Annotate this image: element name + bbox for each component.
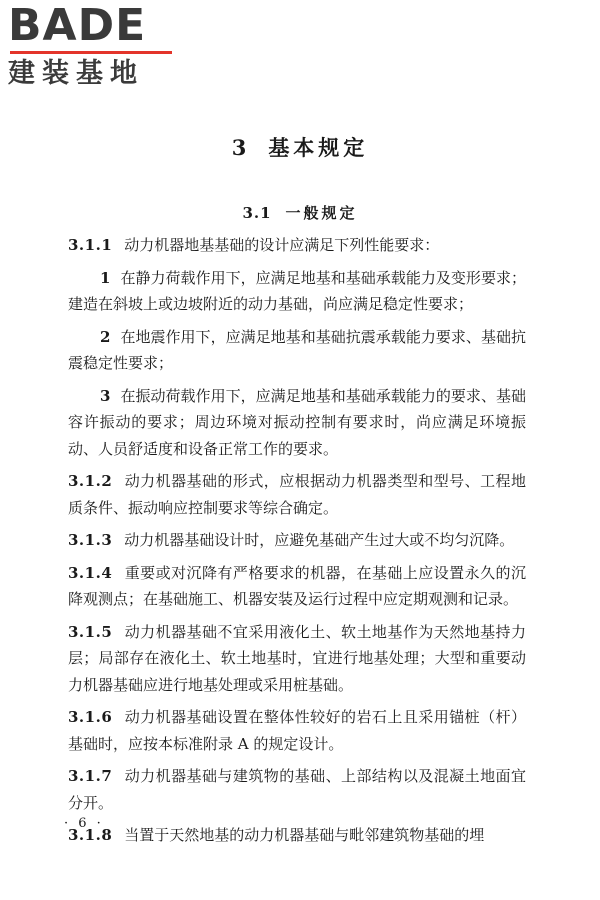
section-title	[0, 202, 600, 223]
item-number: 3	[100, 386, 111, 405]
clause-number: 3.1.3	[68, 531, 113, 549]
clause-text: 动力机器地基基础的设计应满足下列性能要求：	[124, 236, 440, 254]
chapter-title	[0, 132, 600, 162]
clause-text: 动力机器基础不宜采用液化土、软土地基作为天然地基持力层；局部存在液化土、软土地基时，宜进行地基处理；大型和重要动力机器基础应进行地基处理或采用桩基础。	[68, 622, 526, 694]
clause-text: 动力机器基础设置在整体性较好的岩石上且采用锚桩（杆）基础时，应按本标准附录 A 的规定设计。	[68, 708, 526, 753]
clause-item	[68, 265, 526, 318]
chapter-number: 3	[231, 135, 251, 160]
clause-number: 3.1.5	[68, 622, 113, 641]
clause-number: 3.1.1	[68, 236, 113, 254]
clause	[68, 763, 526, 816]
page-number: · 6 ·	[64, 816, 104, 831]
clause-text: 当置于天然地基的动力机器基础与毗邻建筑物基础的埋	[124, 826, 485, 844]
clause-number: 3.1.4	[68, 563, 113, 582]
document-body	[68, 232, 526, 855]
clause-item	[68, 383, 526, 463]
clause	[68, 619, 526, 699]
logo-wordmark: BADE	[8, 0, 147, 51]
clause-number: 3.1.6	[68, 708, 113, 726]
clause-text: 重要或对沉降有严格要求的机器，在基础上应设置永久的沉降观测点；在基础施工、机器安装及运行过程中应定期观测和记录。	[68, 563, 526, 608]
clause-text: 动力机器基础的形式，应根据动力机器类型和型号、工程地质条件、振动响应控制要求等综合确定。	[68, 472, 526, 517]
clause-number: 3.1.8	[68, 826, 113, 844]
clause	[68, 704, 526, 757]
item-text: 在静力荷载作用下，应满足地基和基础承载能力及变形要求；建造在斜坡上或边坡附近的动力基础，尚应满足稳定性要求；	[68, 268, 526, 313]
clause	[68, 468, 526, 521]
section-number: 3.1	[242, 204, 272, 222]
chapter-title-text: 基本规定	[268, 135, 369, 160]
item-text: 在地震作用下，应满足地基和基础抗震承载能力要求、基础抗震稳定性要求；	[68, 327, 526, 372]
bade-logo	[8, 0, 178, 94]
clause	[68, 822, 526, 849]
item-number: 1	[100, 268, 111, 287]
logo-accent-bar	[10, 51, 172, 54]
clause	[68, 232, 526, 259]
clause	[68, 560, 526, 613]
section-title-text: 一般规定	[285, 204, 358, 222]
clause-text: 动力机器基础与建筑物的基础、上部结构以及混凝土地面宜分开。	[68, 767, 526, 812]
clause-item	[68, 324, 526, 377]
logo-subtitle: 建装基地	[8, 58, 144, 89]
clause	[68, 527, 526, 554]
clause-text: 动力机器基础设计时，应避免基础产生过大或不均匀沉降。	[124, 531, 515, 549]
item-text: 在振动荷载作用下，应满足地基和基础承载能力的要求、基础容许振动的要求；周边环境对振动控制有要求时，尚应满足环境振动、人员舒适度和设备正常工作的要求。	[68, 386, 526, 458]
item-number: 2	[100, 327, 111, 346]
clause-number: 3.1.7	[68, 767, 113, 785]
clause-number: 3.1.2	[68, 472, 113, 490]
